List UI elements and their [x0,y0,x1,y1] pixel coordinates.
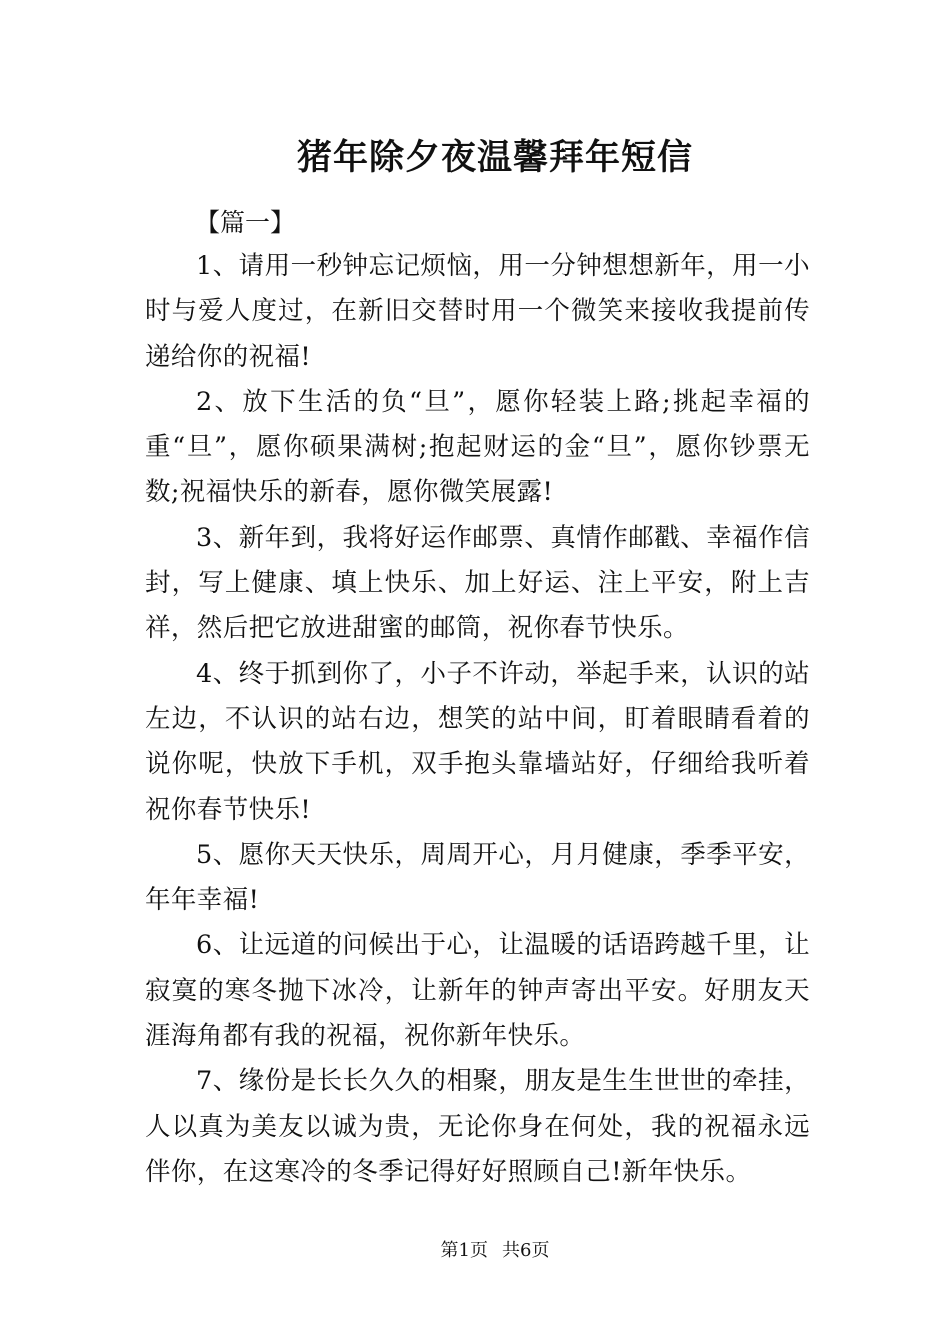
paragraph-7: 7、缘份是长长久久的相聚，朋友是生生世世的牵挂，人以真为美友以诚为贵，无论你身在何处，我的祝福永远伴你，在这寒冷的冬季记得好好照顾自己!新年快乐。 [145,1066,810,1187]
paragraph-1: 1、请用一秒钟忘记烦恼，用一分钟想想新年，用一小时与爱人度过，在新旧交替时用一个微笑来接收我提前传递给你的祝福! [145,251,810,372]
document-title: 猪年除夕夜温馨拜年短信 [296,137,693,178]
body-text [145,244,810,1195]
paragraph-2: 2、放下生活的负“旦”，愿你轻装上路;挑起幸福的重“旦”，愿你硕果满树;抱起财运的金“旦”，愿你钞票无数;祝福快乐的新春，愿你微笑展露! [145,386,810,508]
section-heading: 【篇一】 [195,208,296,237]
paragraph-6: 6、让远道的问候出于心，让温暖的话语跨越千里，让寂寞的寒冬抛下冰冷，让新年的钟声寄出平安。好朋友天涯海角都有我的祝福，祝你新年快乐。 [145,930,810,1052]
page-footer [0,1236,950,1266]
total-pages: 共6页 [502,1240,550,1261]
paragraph-5: 5、愿你天天快乐，周周开心，月月健康，季季平安，年年幸福! [145,839,810,916]
page-number: 第1页 [440,1240,488,1261]
paragraph-3: 3、新年到，我将好运作邮票、真情作邮戳、幸福作信封，写上健康、填上快乐、加上好运、注上平安，附上吉祥，然后把它放进甜蜜的邮筒，祝你春节快乐。 [145,522,810,644]
paragraph-4: 4、终于抓到你了，小子不许动，举起手来，认识的站左边，不认识的站右边，想笑的站中间，盯着眼睛看着的说你呢，快放下手机，双手抱头靠墙站好，仔细给我听着祝你春节快乐! [145,658,810,825]
